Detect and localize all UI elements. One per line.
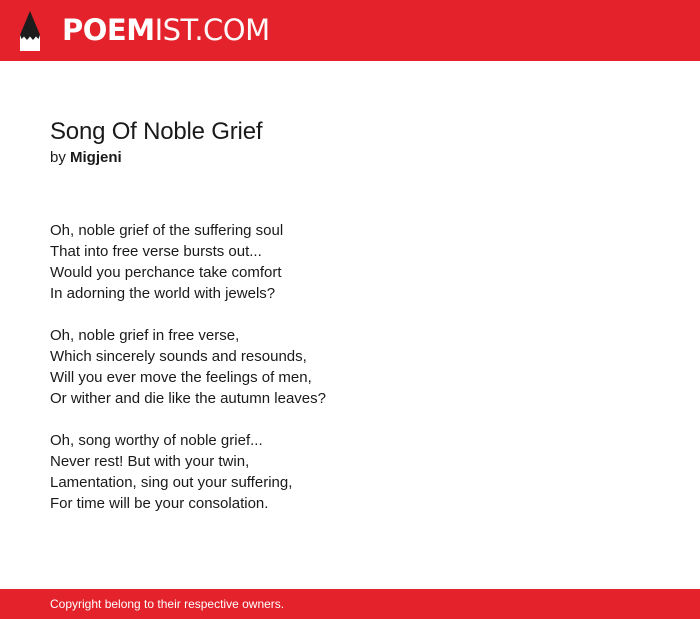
poem-line: Lamentation, sing out your suffering, [50, 474, 293, 491]
poem-body [50, 220, 650, 514]
poem-line: Oh, song worthy of noble grief... [50, 432, 263, 449]
site-footer [0, 589, 700, 619]
stanza [50, 325, 650, 409]
poem-line: That into free verse bursts out... [50, 243, 262, 260]
stanza [50, 220, 650, 304]
poem-line: Would you perchance take comfort [50, 264, 282, 281]
poem-line: Will you ever move the feelings of men, [50, 369, 312, 386]
logo-text-bold: POEM [62, 13, 155, 47]
poem-line: For time will be your consolation. [50, 495, 269, 512]
poem-content [50, 116, 650, 535]
poem-line: Oh, noble grief of the suffering soul [50, 222, 284, 239]
poem-line: Or wither and die like the autumn leaves? [50, 390, 326, 407]
site-logo-link[interactable] [18, 8, 270, 53]
logo-text-light: IST.COM [154, 13, 270, 47]
logo-wordmark [62, 13, 270, 47]
author-link[interactable]: Migjeni [70, 149, 122, 166]
byline-prefix: by [50, 149, 66, 166]
pencil-icon [18, 10, 42, 52]
poem-line: Which sincerely sounds and resounds, [50, 348, 307, 365]
poem-line: In adorning the world with jewels? [50, 285, 276, 302]
stanza [50, 430, 650, 514]
site-header [0, 0, 700, 61]
poem-line: Never rest! But with your twin, [50, 453, 250, 470]
copyright-notice: Copyright belong to their respective owners. [50, 597, 285, 611]
poem-byline [50, 147, 650, 169]
poem-line: Oh, noble grief in free verse, [50, 327, 240, 344]
poem-title: Song Of Noble Grief [50, 118, 263, 145]
